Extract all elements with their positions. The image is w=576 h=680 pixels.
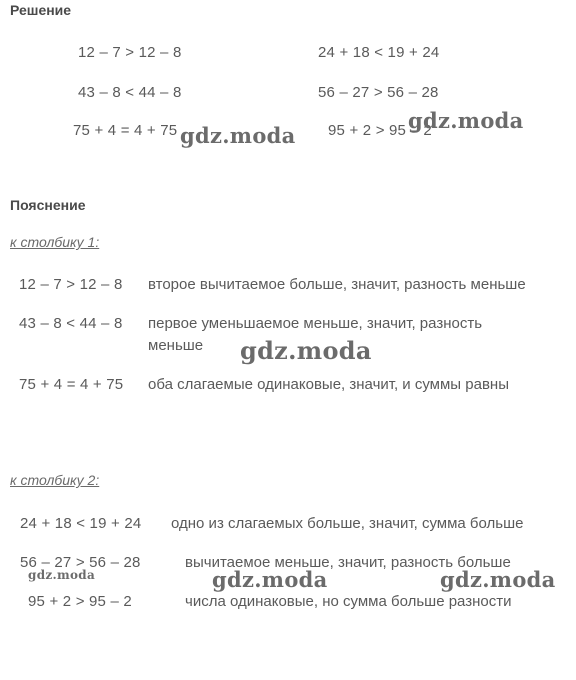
watermark-logo: gdz.moda	[28, 568, 96, 582]
column2-expr-1: 24 + 18 < 19 + 24	[20, 515, 142, 532]
watermark-logo: gdz.moda	[408, 108, 524, 133]
column2-note-1: одно из слагаемых больше, значит, сумма больше	[171, 515, 524, 532]
solution-right-eq-3: 95 + 2 > 95 – 2	[328, 122, 432, 139]
solution-right-eq-2: 56 – 27 > 56 – 28	[318, 84, 439, 101]
watermark-logo: gdz.moda	[440, 567, 556, 592]
column1-note-2-cont: меньше	[148, 337, 204, 354]
column1-note-3: оба слагаемые одинаковые, значит, и суммы равны	[148, 376, 509, 393]
solution-left-eq-3: 75 + 4 = 4 + 75	[73, 122, 178, 139]
column2-expr-3: 95 + 2 > 95 – 2	[28, 593, 132, 610]
column2-label: к столбику 2:	[10, 472, 100, 488]
column1-expr-3: 75 + 4 = 4 + 75	[19, 376, 124, 393]
column1-note-2: первое уменьшаемое меньше, значит, разность	[148, 315, 483, 332]
column1-expr-1: 12 – 7 > 12 – 8	[19, 276, 123, 293]
solution-right-eq-1: 24 + 18 < 19 + 24	[318, 44, 440, 61]
column1-note-1: второе вычитаемое больше, значит, разность меньше	[148, 276, 526, 293]
explanation-heading: Пояснение	[10, 197, 86, 213]
column1-expr-2: 43 – 8 < 44 – 8	[19, 315, 123, 332]
watermark-logo: gdz.moda	[212, 567, 328, 592]
watermark-logo: gdz.moda	[180, 123, 296, 148]
watermark-logo: gdz.moda	[240, 336, 372, 365]
column2-note-2: вычитаемое меньше, значит, разность больше	[185, 554, 511, 571]
solution-left-eq-1: 12 – 7 > 12 – 8	[78, 44, 182, 61]
column2-note-3: числа одинаковые, но сумма больше разности	[185, 593, 512, 610]
column2-expr-2: 56 – 27 > 56 – 28	[20, 554, 141, 571]
solution-left-eq-2: 43 – 8 < 44 – 8	[78, 84, 182, 101]
column1-label: к столбику 1:	[10, 234, 100, 250]
solution-heading: Решение	[10, 2, 72, 18]
